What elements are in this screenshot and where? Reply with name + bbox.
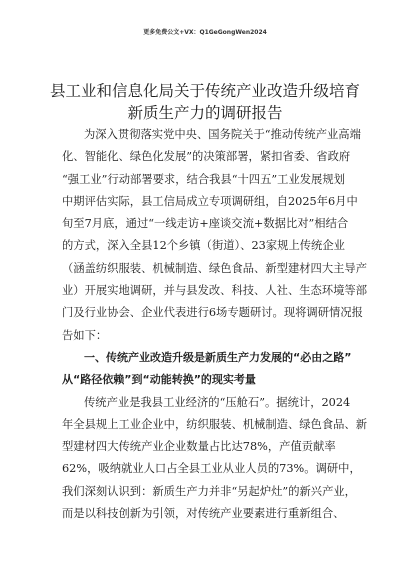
intro-line: 业）开展实地调研，并与县发改、科技、人社、生态环境等部 (62, 284, 368, 298)
section-paragraph-line: 型建材四大传统产业企业数量占比达78%，产值贡献率 (62, 440, 336, 454)
intro-line: 中期评估实际，县工信局成立专项调研组，自2025年6月中 (62, 194, 358, 208)
title-line-1: 县工业和信息化局关于传统产业改造升级培育 (49, 82, 360, 100)
section-paragraph-line: 62%，吸纳就业人口占全县工业从业人员的73%。调研中， (62, 462, 361, 476)
header-note: 更多免费公文+VX：Q1GeGongWen2024 (143, 29, 267, 36)
document-title (30, 80, 380, 124)
document-body (62, 124, 368, 525)
intro-line: 告如下： (62, 328, 108, 342)
intro-line: 化、智能化、绿色化发展”的决策部署，紧扣省委、省政府 (62, 150, 351, 164)
section-paragraph-line: 年全县规上工业企业中，纺织服装、机械制造、绿色食品、新 (62, 417, 368, 431)
intro-line: 为深入贯彻落实党中央、国务院关于“推动传统产业高端 (84, 128, 361, 141)
intro-line: “强工业”行动部署要求，结合我县“十四五”工业发展规划 (62, 172, 345, 186)
section-paragraph-line: 传统产业是我县工业经济的“压舱石”。据统计，2024 (84, 395, 351, 409)
intro-line: 旬至7月底，通过“一线走访+座谈交流+数据比对”相结合 (62, 217, 349, 231)
section-heading: 从“路径依赖”到“动能转换”的现实考量 (62, 373, 256, 387)
section-paragraph-line: 我们深刻认识到：新质生产力并非“另起炉灶”的新兴产业， (62, 484, 356, 498)
intro-line: 的方式，深入全县12个乡镇（街道）、23家规上传统企业 (62, 239, 345, 253)
section-paragraph-line: 而是以科技创新为引领，对传统产业要素进行重新组合、 (62, 507, 345, 521)
section-heading: 一、传统产业改造升级是新质生产力发展的“必由之路” (84, 350, 352, 364)
intro-line: 门及行业协会、企业代表进行6场专题研讨。现将调研情况报 (62, 306, 363, 320)
intro-line: （涵盖纺织服装、机械制造、绿色食品、新型建材四大主导产 (62, 261, 368, 275)
title-line-2: 新质生产力的调研报告 (127, 104, 283, 122)
